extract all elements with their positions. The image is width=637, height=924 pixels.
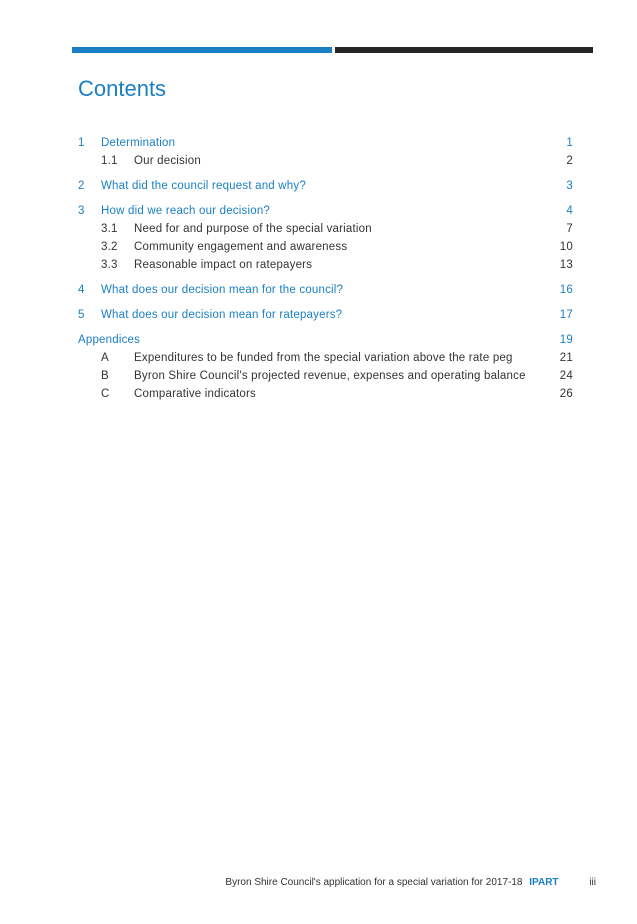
toc-gap xyxy=(78,274,573,281)
toc-entry-appendix-a[interactable] xyxy=(78,349,573,367)
toc-entry-page: 10 xyxy=(559,241,573,253)
toc-entry-1-1[interactable] xyxy=(78,152,573,170)
toc-entry-page: 19 xyxy=(559,334,573,346)
header-bar-blue xyxy=(72,47,332,53)
toc-entry-number: 1.1 xyxy=(101,155,118,167)
footer-page-number: iii xyxy=(589,877,596,888)
toc-entry-label: How did we reach our decision? xyxy=(101,205,271,217)
toc-entry-page: 21 xyxy=(559,352,573,364)
toc-entry-label: Determination xyxy=(101,137,176,149)
toc-entry-page: 13 xyxy=(559,259,573,271)
toc-entry-number: 3.1 xyxy=(101,223,118,235)
header-bar-dark xyxy=(335,47,593,53)
toc-entry-appendix-c[interactable] xyxy=(78,385,573,403)
table-of-contents xyxy=(78,134,573,403)
toc-entry-page: 3 xyxy=(566,180,573,192)
toc-entry-page: 1 xyxy=(566,137,573,149)
footer-text: Byron Shire Council's application for a special variation for 2017-18 xyxy=(225,877,523,888)
toc-entry-page: 24 xyxy=(559,370,573,382)
page-title: Contents xyxy=(78,76,167,101)
toc-gap xyxy=(78,299,573,306)
toc-entry-label: Byron Shire Council's projected revenue, expenses and operating balance xyxy=(134,370,526,382)
toc-entry-number: 3.2 xyxy=(101,241,118,253)
toc-entry-4[interactable] xyxy=(78,281,573,299)
toc-entry-label: Expenditures to be funded from the special variation above the rate peg xyxy=(134,352,513,364)
toc-entry-number: 3 xyxy=(78,205,85,217)
toc-entry-number: 1 xyxy=(78,137,85,149)
toc-entry-label: What does our decision mean for the council? xyxy=(101,284,344,296)
toc-entry-3-2[interactable] xyxy=(78,238,573,256)
toc-entry-page: 4 xyxy=(566,205,573,217)
toc-entry-number: C xyxy=(101,388,110,400)
toc-entry-3-1[interactable] xyxy=(78,220,573,238)
toc-entry-number: 2 xyxy=(78,180,85,192)
footer-org: IPART xyxy=(529,877,559,888)
toc-entry-appendices[interactable] xyxy=(78,331,573,349)
toc-entry-number: 3.3 xyxy=(101,259,118,271)
toc-entry-page: 26 xyxy=(559,388,573,400)
toc-entry-label: Need for and purpose of the special variation xyxy=(134,223,372,235)
toc-gap xyxy=(78,170,573,177)
toc-entry-label: What does our decision mean for ratepayers? xyxy=(101,309,343,321)
toc-entry-appendix-b[interactable] xyxy=(78,367,573,385)
toc-entry-3[interactable] xyxy=(78,202,573,220)
toc-gap xyxy=(78,324,573,331)
toc-entry-label: Comparative indicators xyxy=(134,388,257,400)
toc-entry-number: 5 xyxy=(78,309,85,321)
page-footer xyxy=(0,877,596,888)
toc-entry-label: Community engagement and awareness xyxy=(134,241,348,253)
toc-entry-number: 4 xyxy=(78,284,85,296)
toc-entry-page: 2 xyxy=(566,155,573,167)
toc-entry-number: A xyxy=(101,352,109,364)
toc-entry-number: B xyxy=(101,370,109,382)
toc-entry-3-3[interactable] xyxy=(78,256,573,274)
toc-entry-label: Appendices xyxy=(78,334,141,346)
toc-gap xyxy=(78,195,573,202)
toc-entry-label: Reasonable impact on ratepayers xyxy=(134,259,313,271)
toc-entry-5[interactable] xyxy=(78,306,573,324)
toc-entry-label: What did the council request and why? xyxy=(101,180,306,192)
toc-entry-page: 16 xyxy=(559,284,573,296)
toc-entry-page: 17 xyxy=(559,309,573,321)
toc-entry-page: 7 xyxy=(566,223,573,235)
toc-entry-1[interactable] xyxy=(78,134,573,152)
toc-entry-label: Our decision xyxy=(134,155,201,167)
toc-entry-2[interactable] xyxy=(78,177,573,195)
